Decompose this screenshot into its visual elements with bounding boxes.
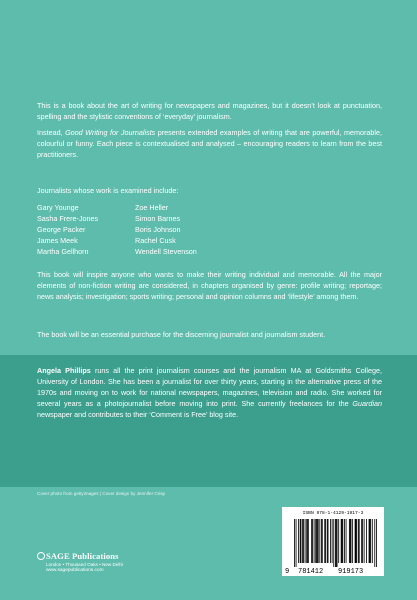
- barcode-bar: [318, 519, 319, 563]
- journalists-heading: Journalists whose work is examined include:: [37, 186, 179, 195]
- journalists-list: [37, 202, 277, 257]
- cover-credits: Cover photo from gettyimages | Cover design by Jennifer Crisp: [37, 491, 166, 496]
- barcode-bar: [370, 519, 371, 563]
- barcode-bar: [294, 519, 295, 567]
- barcode-bar: [306, 519, 307, 563]
- barcode-bar: [349, 519, 350, 563]
- author-name: Angela Phillips: [37, 366, 91, 375]
- isbn-number: ISBN 978-1-4129-1917-3: [302, 511, 364, 516]
- barcode-bar: [302, 519, 303, 563]
- journalist-name: Gary Younge: [37, 203, 79, 212]
- barcode-bar: [364, 519, 365, 563]
- intro-paragraph: This is a book about the art of writing for newspapers and magazines, but it doesn’t look at punctuation, spelling and the stylistic conventions of ‘everyday’ journalism.: [37, 101, 382, 122]
- journalist-name: Boris Johnson: [135, 225, 181, 235]
- barcode-bar: [344, 519, 345, 563]
- barcode-bar: [303, 519, 304, 563]
- author-bio: [37, 365, 382, 420]
- barcode-bar: [337, 519, 338, 567]
- barcode-bar: [362, 519, 363, 563]
- barcode-bar: [366, 519, 367, 563]
- barcode-bar: [356, 519, 357, 563]
- barcode-bar: [361, 519, 362, 563]
- barcode-bar: [307, 519, 308, 563]
- barcode-bar: [342, 519, 343, 563]
- barcode-bar: [314, 519, 315, 563]
- barcode-bar: [321, 519, 322, 563]
- barcode-bar: [335, 519, 336, 567]
- bio-text: runs all the print journalism courses and the journalism MA at Goldsmiths College, University of London. She has been a journalist for over thirty years, starting in the alternative press of the 1970s and moving on to work for national newspapers, magazines, television and radio. She worked for several years as a photojournalist before moving into print. She currently freelances for the: [37, 366, 382, 409]
- barcode-bar: [352, 519, 353, 563]
- sage-logo-icon: [37, 552, 45, 560]
- barcode-bar: [372, 519, 373, 563]
- barcode-bar: [327, 519, 328, 563]
- barcode-bar: [356, 519, 357, 563]
- barcode-bar: [298, 519, 299, 563]
- barcode-bar: [300, 519, 301, 563]
- journalist-name: Zoe Heller: [135, 203, 169, 212]
- barcode-bar: [342, 519, 343, 563]
- inspire-paragraph: This book will inspire anyone who wants to make their writing individual and memorable. All the major elements of non-fiction writing are considered, in chapters organised by genre: profile writing; reportage; news analysis; investigation; sports writing; personal and opinion columns and ‘lifestyle’ among them.: [37, 270, 382, 302]
- journalist-name: James Meek: [37, 236, 78, 246]
- book-title: Good Writing for Journalists: [65, 128, 156, 137]
- barcode-lead-digit: 9: [285, 568, 290, 576]
- barcode-box: [282, 507, 384, 576]
- bio-text-end: newspaper and contributes to their ‘Comment is Free’ blog site.: [37, 410, 239, 420]
- barcode-bars: [282, 507, 384, 576]
- journalist-name: Rachel Cusk: [135, 236, 176, 246]
- barcode-bar: [324, 519, 325, 563]
- barcode-bar: [308, 519, 309, 563]
- barcode-bar: [328, 519, 329, 563]
- barcode-bar: [316, 519, 317, 563]
- barcode-right-digits: 919173: [338, 568, 364, 576]
- instead-lead: Instead,: [37, 128, 66, 137]
- purchase-paragraph: The book will be an essential purchase for the discerning journalist and journalism student.: [37, 330, 326, 339]
- barcode-bar: [358, 519, 359, 563]
- barcode-bar: [296, 519, 297, 567]
- barcode-bar: [369, 519, 370, 563]
- instead-paragraph: [37, 127, 382, 160]
- journalist-name: George Packer: [37, 225, 86, 235]
- barcode-bar: [346, 519, 347, 563]
- barcode-bar: [315, 519, 316, 563]
- barcode-bar: [305, 519, 306, 563]
- barcode-bar: [355, 519, 356, 563]
- barcode-bar: [301, 519, 302, 563]
- barcode-bar: [311, 519, 312, 563]
- publisher-url: www.sagepublications.com: [46, 568, 104, 573]
- author-bio-band: [0, 355, 417, 487]
- barcode-bar: [336, 519, 337, 567]
- barcode-bar: [333, 519, 334, 567]
- barcode-left-digits: 781412: [298, 568, 324, 576]
- barcode-bar: [322, 519, 323, 563]
- journalist-name: Sasha Frere-Jones: [37, 214, 99, 224]
- journalist-name: Simon Barnes: [135, 214, 181, 224]
- barcode-bar: [338, 519, 339, 563]
- journalist-name: Wendell Stevenson: [135, 247, 197, 257]
- barcode-bar: [351, 519, 352, 563]
- publisher-cities: London • Thousand Oaks • New Delhi: [46, 562, 123, 567]
- publisher-name: SAGE Publications: [46, 551, 119, 561]
- barcode-bar: [312, 519, 313, 563]
- barcode-bar: [325, 519, 326, 563]
- barcode-bar: [319, 519, 320, 563]
- barcode-bar: [330, 519, 331, 563]
- barcode-bar: [376, 519, 377, 567]
- journalist-name: Martha Gellhorn: [37, 247, 89, 257]
- barcode-bar: [317, 519, 318, 563]
- publisher-logo: [37, 551, 147, 573]
- instead-rest: presents extended examples of writing that are powerful, memorable, colourful or funny. Each piece is contextualised and analysed – encouraging readers to learn from the best practitioners.: [37, 128, 382, 160]
- barcode-bar: [369, 519, 370, 563]
- barcode-bar: [350, 519, 351, 563]
- newspaper-name: Guardian: [352, 399, 382, 409]
- barcode-bar: [359, 519, 360, 563]
- barcode-bar: [341, 519, 342, 563]
- barcode-bar: [332, 519, 333, 563]
- barcode-bar: [374, 519, 375, 567]
